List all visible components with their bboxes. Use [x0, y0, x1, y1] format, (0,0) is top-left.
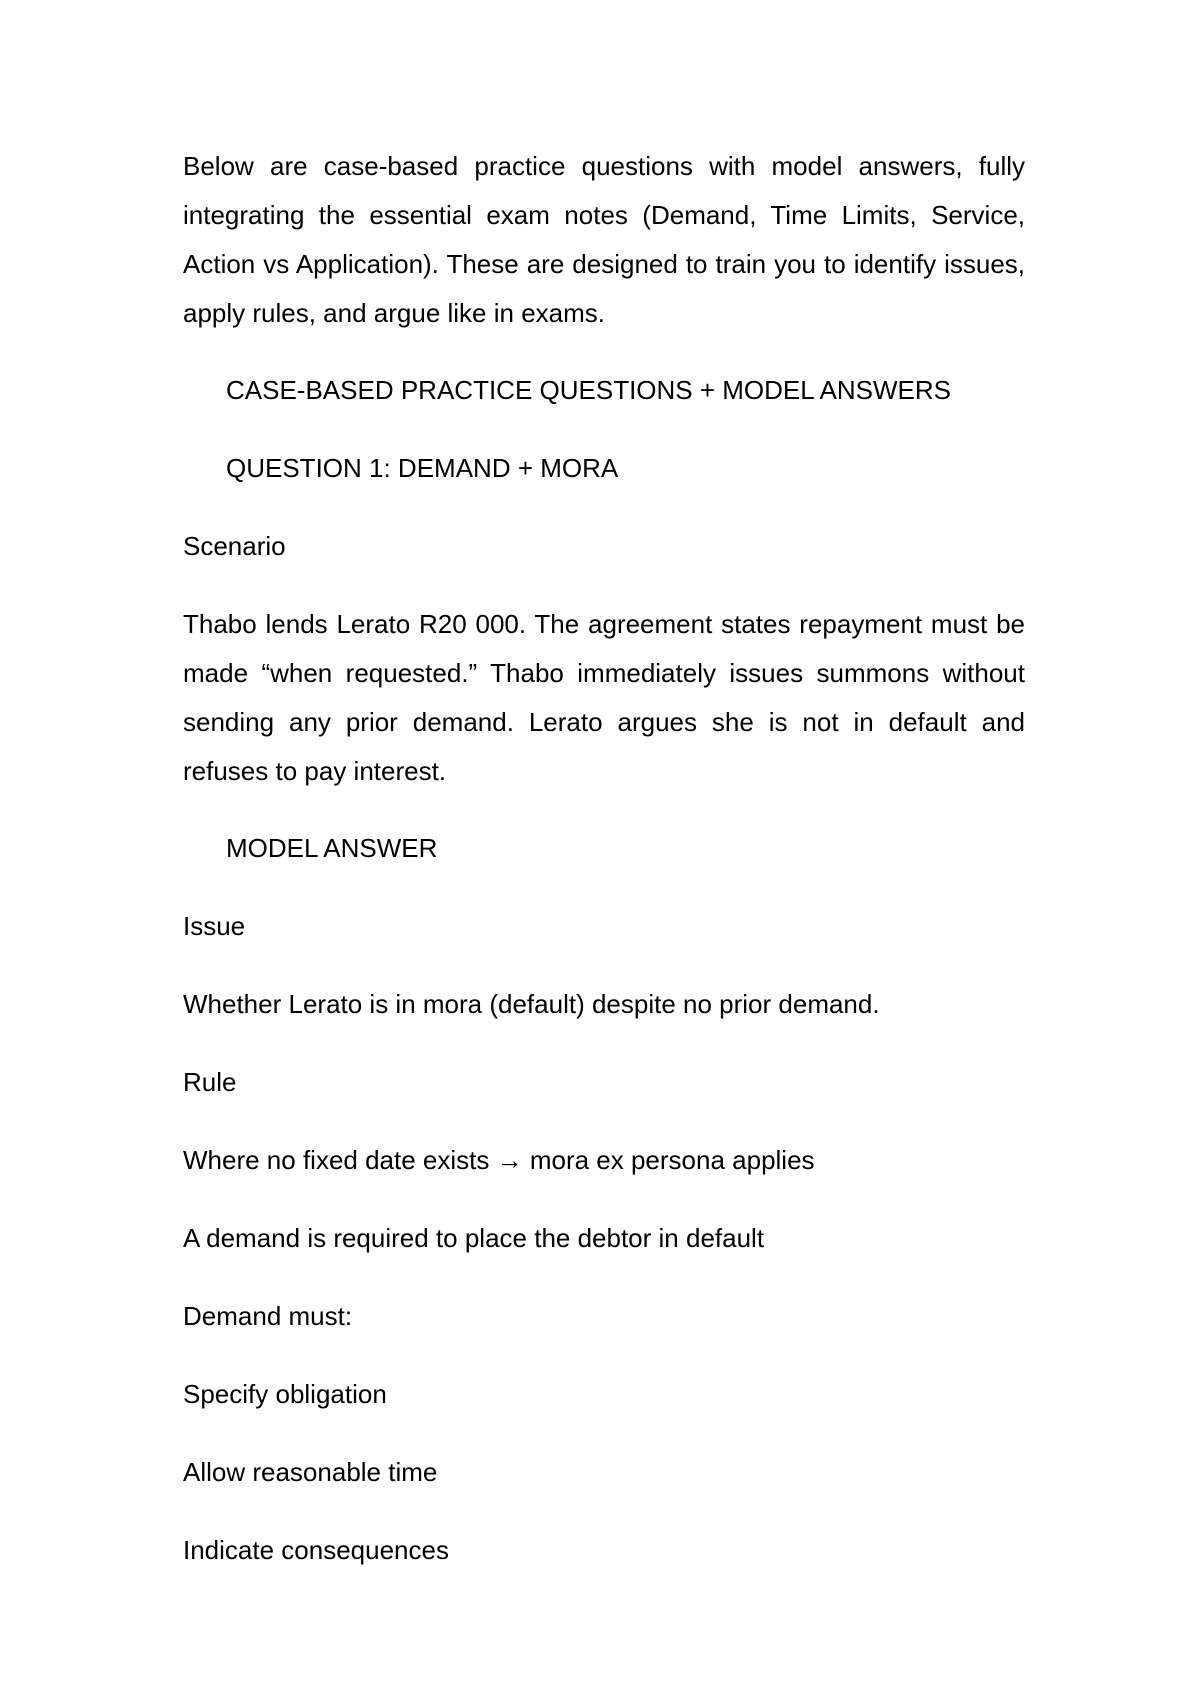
model-answer-heading: MODEL ANSWER — [226, 833, 438, 863]
document-body — [183, 142, 1025, 1604]
rule-line: Allow reasonable time — [183, 1457, 438, 1487]
rule-label: Rule — [183, 1067, 237, 1097]
rule-line: A demand is required to place the debtor in default — [183, 1223, 765, 1253]
issue-label: Issue — [183, 911, 246, 941]
rule-line: Indicate consequences — [183, 1535, 449, 1565]
rule-line: Specify obligation — [183, 1379, 387, 1409]
rule-line: Where no fixed date exists → mora ex persona applies — [183, 1145, 815, 1175]
scenario-label: Scenario — [183, 531, 286, 561]
main-heading: CASE-BASED PRACTICE QUESTIONS + MODEL ANSWERS — [226, 375, 952, 405]
scenario-paragraph: Thabo lends Lerato R20 000. The agreement states repayment must be made “when requested.” Thabo immediately issues summons without sending any prior demand. Lerato argues she is not in default and refuses to pay interest. — [183, 609, 1025, 786]
intro-paragraph: Below are case-based practice questions with model answers, fully integrating the essential exam notes (Demand, Time Limits, Service, Action vs Application). These are designed to train you to identify issues, apply rules, and argue like in exams. — [183, 151, 1025, 328]
rule-line: Demand must: — [183, 1301, 353, 1331]
issue-text: Whether Lerato is in mora (default) despite no prior demand. — [183, 989, 880, 1019]
question-heading: QUESTION 1: DEMAND + MORA — [226, 453, 619, 483]
